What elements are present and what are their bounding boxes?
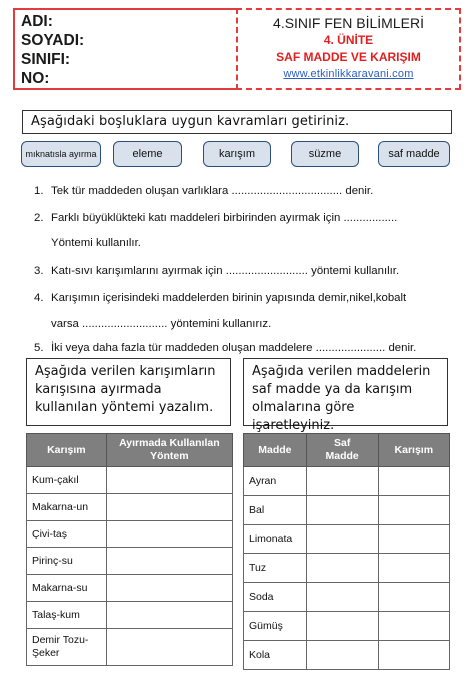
- mixture-cell: Talaş-kum: [27, 602, 107, 629]
- table-row: [27, 548, 233, 575]
- table-row: [27, 602, 233, 629]
- mixture-checkbox-cell[interactable]: [378, 525, 449, 554]
- word-chip-saf-madde: saf madde: [378, 141, 450, 167]
- pure-checkbox-cell[interactable]: [306, 467, 378, 496]
- question-2: 2. Farklı büyüklükteki katı maddeleri birbirinden ayırmak için .................: [34, 212, 398, 224]
- topic-label: SAF MADDE VE KARIŞIM: [276, 50, 421, 64]
- mixture-cell: Demir Tozu-Şeker: [27, 629, 107, 666]
- table-row: [27, 494, 233, 521]
- question-text: Karışımın içerisindeki maddelerden birinin yapısında demir,nikel,kobalt: [51, 292, 407, 304]
- answer-cell[interactable]: [106, 548, 232, 575]
- answer-cell[interactable]: [106, 629, 232, 666]
- question-text: varsa ........................... yöntemini kullanırız.: [51, 318, 272, 330]
- mixture-cell: Kum-çakıl: [27, 467, 107, 494]
- mixture-checkbox-cell[interactable]: [378, 641, 449, 670]
- question-text: Katı-sıvı karışımlarını ayırmak için .......................... yöntemi kullanılır.: [51, 265, 400, 277]
- pure-substance-table: [243, 433, 450, 670]
- question-3: 3. Katı-sıvı karışımlarını ayırmak için .......................... yöntemi kullanılır.: [34, 265, 400, 277]
- table-row: [244, 612, 450, 641]
- mixture-cell: Pirinç-su: [27, 548, 107, 575]
- instruction-box: Aşağıdaki boşluklara uygun kavramları getiriniz.: [22, 110, 452, 134]
- question-2-continued: [34, 236, 141, 250]
- table-row: [244, 554, 450, 583]
- mixture-cell: Makarna-su: [27, 575, 107, 602]
- column-header: Karışım: [27, 434, 107, 467]
- question-text: Tek tür maddeden oluşan varlıklara ................................... denir.: [51, 185, 374, 197]
- question-text: İki veya daha fazla tür maddeden oluşan maddelere ...................... denir.: [51, 342, 417, 354]
- substance-cell: Tuz: [244, 554, 307, 583]
- answer-cell[interactable]: [106, 467, 232, 494]
- answer-cell[interactable]: [106, 521, 232, 548]
- answer-cell[interactable]: [106, 575, 232, 602]
- table-row: [244, 467, 450, 496]
- number-field-label: NO:: [21, 70, 50, 87]
- column-header: Madde: [244, 434, 307, 467]
- table-row: [27, 575, 233, 602]
- substance-cell: Gümüş: [244, 612, 307, 641]
- pure-checkbox-cell[interactable]: [306, 554, 378, 583]
- pure-checkbox-cell[interactable]: [306, 641, 378, 670]
- substance-cell: Soda: [244, 583, 307, 612]
- word-chip-miknatisla-ayirma: mıknatısla ayırma: [21, 141, 101, 167]
- table-row: [244, 525, 450, 554]
- mixture-checkbox-cell[interactable]: [378, 612, 449, 641]
- title-box: [236, 8, 461, 90]
- student-info-box: [13, 8, 236, 90]
- table-row: [27, 629, 233, 666]
- pure-checkbox-cell[interactable]: [306, 525, 378, 554]
- question-1: 1. Tek tür maddeden oluşan varlıklara ................................... denir.: [34, 185, 374, 197]
- pure-checkbox-cell[interactable]: [306, 496, 378, 525]
- surname-field-label: SOYADI:: [21, 32, 85, 49]
- question-text: Farklı büyüklükteki katı maddeleri birbirinden ayırmak için .................: [51, 212, 398, 224]
- question-4-continued: [34, 317, 271, 331]
- separation-method-table: [26, 433, 233, 666]
- word-chip-suzme: süzme: [291, 141, 359, 167]
- mixture-checkbox-cell[interactable]: [378, 496, 449, 525]
- pure-checkbox-cell[interactable]: [306, 583, 378, 612]
- mixture-checkbox-cell[interactable]: [378, 583, 449, 612]
- question-5: 5. İki veya daha fazla tür maddeden oluşan maddelere ...................... denir.: [34, 342, 417, 354]
- table-row: [244, 641, 450, 670]
- word-chip-karisim: karışım: [203, 141, 271, 167]
- table-row: [27, 467, 233, 494]
- page-title: 4.SINIF FEN BİLİMLERİ: [273, 15, 424, 31]
- substance-cell: Ayran: [244, 467, 307, 496]
- table-row: [244, 583, 450, 612]
- substance-cell: Bal: [244, 496, 307, 525]
- name-field-label: ADI:: [21, 13, 53, 30]
- answer-cell[interactable]: [106, 494, 232, 521]
- website-link[interactable]: www.etkinlikkaravani.com: [283, 68, 414, 80]
- mixture-cell: Çivi-taş: [27, 521, 107, 548]
- question-text: Yöntemi kullanılır.: [51, 237, 141, 249]
- column-header: Ayırmada Kullanılan Yöntem: [106, 434, 232, 467]
- table-header-row: [244, 434, 450, 467]
- pure-checkbox-cell[interactable]: [306, 612, 378, 641]
- right-task-box: Aşağıda verilen maddelerin saf madde ya da karışım olmalarına göre işaretleyiniz.: [243, 358, 448, 426]
- mixture-checkbox-cell[interactable]: [378, 554, 449, 583]
- table-row: [244, 496, 450, 525]
- table-header-row: [27, 434, 233, 467]
- mixture-cell: Makarna-un: [27, 494, 107, 521]
- substance-cell: Limonata: [244, 525, 307, 554]
- table-row: [27, 521, 233, 548]
- column-header: Saf Madde: [306, 434, 378, 467]
- answer-cell[interactable]: [106, 602, 232, 629]
- column-header: Karışım: [378, 434, 449, 467]
- word-chip-eleme: eleme: [113, 141, 182, 167]
- mixture-checkbox-cell[interactable]: [378, 467, 449, 496]
- unit-label: 4. ÜNİTE: [323, 33, 374, 47]
- class-field-label: SINIFI:: [21, 51, 71, 68]
- question-4: 4. Karışımın içerisindeki maddelerden birinin yapısında demir,nikel,kobalt: [34, 292, 407, 304]
- substance-cell: Kola: [244, 641, 307, 670]
- left-task-box: Aşağıda verilen karışımların karışısına ayırmada kullanılan yöntemi yazalım.: [26, 358, 231, 426]
